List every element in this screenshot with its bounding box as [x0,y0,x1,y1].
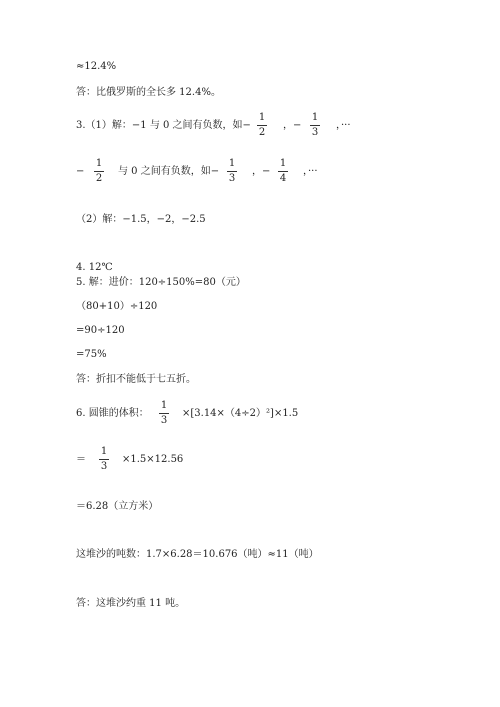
fraction-denominator: 3 [311,127,319,138]
q5-answer: 答：折扣不能低于七五折。 [76,374,196,385]
fraction-numerator: 1 [279,158,287,169]
q6-expression: ×[3.14×（4÷2）²]×1.5 [182,408,299,419]
fraction-1-3 [226,158,238,186]
q6-line2-prefix: ＝ [76,454,86,465]
text-line-answer-1: 答：比俄罗斯的全长多 12.4%。 [76,87,221,98]
fraction-numerator: 1 [100,446,108,457]
q6-line3: ＝6.28（立方米） [76,501,159,512]
q3-part1-sep1: ，− [283,120,302,131]
fraction-denominator: 2 [258,127,266,138]
fraction-1-2 [256,112,268,140]
fraction-1-3 [309,112,321,140]
q5-line2: （80+10）÷120 [76,301,158,312]
q6-answer: 答：这堆沙约重 11 吨。 [76,598,186,609]
fraction-1-2 [93,158,105,186]
q6-line4: 这堆沙的吨数：1.7×6.28＝10.676（吨）≈11（吨） [76,549,319,560]
q3-part2: （2）解：−1.5，−2，−2.5 [76,214,206,225]
q4-answer: 4. 12℃ [76,262,113,273]
q6-prefix: 6. 圆锥的体积： [76,408,149,419]
fraction-numerator: 1 [228,158,236,169]
fraction-1-3 [98,446,110,474]
q3-line2-sep: ，− [252,166,271,177]
fraction-denominator: 4 [279,173,287,184]
fraction-numerator: 1 [95,158,103,169]
q3-line2-prefix: − [76,166,85,177]
q3-line2-end: ，··· [303,166,318,177]
q3-line2-mid: 与 0 之间有负数，如− [118,166,220,177]
q5-line1: 5. 解：进价：120÷150%=80（元） [76,277,246,288]
fraction-numerator: 1 [258,112,266,123]
fraction-denominator: 3 [228,173,236,184]
fraction-denominator: 3 [100,461,108,472]
fraction-numerator: 1 [311,112,319,123]
q5-line3: =90÷120 [76,325,125,336]
fraction-1-4 [277,158,289,186]
q5-line4: =75% [76,349,107,360]
fraction-denominator: 3 [160,415,168,426]
text-line-approx: ≈12.4% [76,61,117,72]
fraction-numerator: 1 [160,400,168,411]
fraction-denominator: 2 [95,173,103,184]
fraction-1-3 [158,400,170,428]
q3-part1-prefix: 3.（1）解：−1 与 0 之间有负数，如− [76,120,251,131]
q6-line2-expression: ×1.5×12.56 [122,454,184,465]
q3-part1-sep2: ，··· [336,120,351,131]
